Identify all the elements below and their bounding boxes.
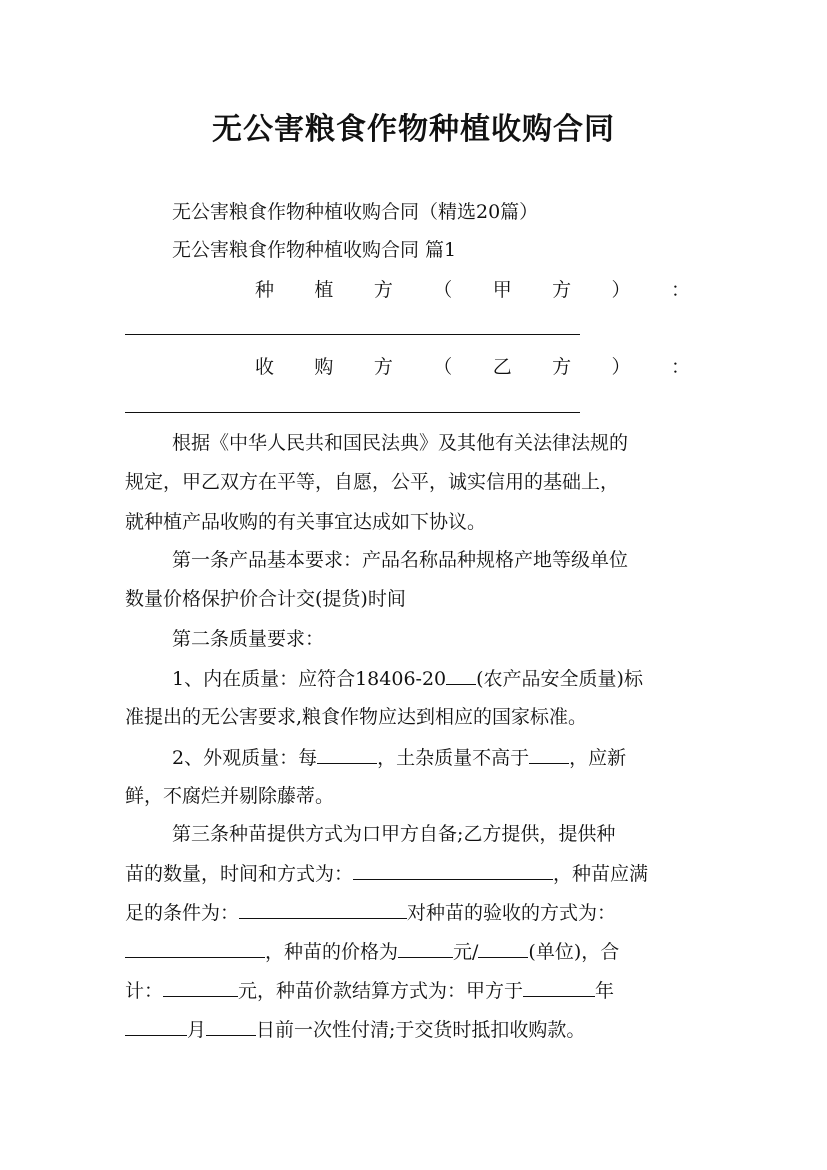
party-b-blank-line (125, 412, 580, 413)
paragraph-line (125, 900, 705, 925)
party-b-char: 方 (373, 356, 393, 378)
party-a-char: 方 (552, 279, 572, 301)
fill-blank (125, 1017, 187, 1036)
paragraph-line (125, 939, 705, 964)
party-b-char: （ (433, 356, 453, 378)
party-b-label (255, 355, 690, 379)
fill-blank (239, 900, 407, 919)
party-a-label (255, 278, 690, 302)
fill-blank (206, 1017, 256, 1036)
party-b-char: 收 (255, 356, 275, 378)
text-run: 日前一次性付清;于交货时抵扣收购款。 (256, 1019, 586, 1041)
paragraph-line: 就种植产品收购的有关事宜达成如下协议。 (125, 511, 487, 533)
text-run: (单位)，合 (528, 941, 620, 963)
party-a-blank-line (125, 334, 580, 335)
paragraph-line: 鲜，不腐烂并剔除藤蒂。 (125, 785, 335, 807)
text-run: ，种苗的价格为 (265, 941, 399, 963)
party-a-char: 方 (373, 279, 393, 301)
paragraph-line (125, 1017, 705, 1042)
text-run: 苗的数量，时间和方式为： (125, 863, 354, 885)
text-run: 对种苗的验收的方式为： (407, 902, 617, 924)
text-run: ，土杂质量不高于 (377, 747, 530, 769)
text-run: (农产品安全质量)标 (476, 668, 643, 690)
document-title: 无公害粮食作物种植收购合同 (212, 112, 615, 147)
paragraph-line (125, 978, 705, 1003)
paragraph-line: 根据《中华人民共和国民法典》及其他有关法律法规的 (172, 432, 629, 454)
party-b-char: 乙 (492, 356, 512, 378)
article-title-line: 无公害粮食作物种植收购合同 篇1 (172, 239, 457, 261)
paragraph-line: 第三条种苗提供方式为口甲方自备;乙方提供，提供种 (172, 823, 616, 845)
party-b-char: ： (670, 356, 690, 378)
text-run: 1、内在质量：应符合18406-20 (172, 668, 447, 690)
party-a-char: 植 (314, 279, 334, 301)
fill-blank (353, 861, 553, 880)
paragraph-line: 第一条产品基本要求：产品名称品种规格产地等级单位 (172, 549, 629, 571)
text-run: 元，种苗价款结算方式为：甲方于 (238, 980, 524, 1002)
fill-blank (317, 745, 377, 764)
party-a-char: ： (670, 279, 690, 301)
paragraph-line: 第二条质量要求： (172, 628, 325, 650)
fill-blank (446, 666, 476, 685)
fill-blank (125, 939, 265, 958)
text-run: 月 (187, 1019, 207, 1041)
fill-blank (398, 939, 453, 958)
party-a-char: （ (433, 279, 453, 301)
text-run: 2、外观质量：每 (172, 747, 318, 769)
text-run: ，应新 (569, 747, 627, 769)
paragraph-line: 准提出的无公害要求,粮食作物应达到相应的国家标准。 (125, 706, 588, 728)
party-b-char: 购 (314, 356, 334, 378)
paragraph-line: 规定，甲乙双方在平等，自愿，公平，诚实信用的基础上， (125, 471, 620, 493)
paragraph-line (172, 666, 705, 691)
party-b-char: ） (611, 356, 631, 378)
party-a-char: ） (611, 279, 631, 301)
fill-blank (523, 978, 595, 997)
party-a-char: 种 (255, 279, 275, 301)
text-run: 年 (595, 980, 615, 1002)
text-run: ，种苗应满 (553, 863, 649, 885)
party-a-char: 甲 (492, 279, 512, 301)
fill-blank (478, 939, 528, 958)
text-run: 足的条件为： (125, 902, 240, 924)
fill-blank (529, 745, 569, 764)
text-run: 元/ (453, 941, 479, 963)
party-b-char: 方 (552, 356, 572, 378)
paragraph-line: 数量价格保护价合计交(提货)时间 (125, 588, 406, 610)
paragraph-line (125, 861, 705, 886)
fill-blank (163, 978, 238, 997)
subtitle-line: 无公害粮食作物种植收购合同（精选20篇） (172, 201, 539, 223)
text-run: 计： (125, 980, 164, 1002)
paragraph-line (172, 745, 705, 770)
